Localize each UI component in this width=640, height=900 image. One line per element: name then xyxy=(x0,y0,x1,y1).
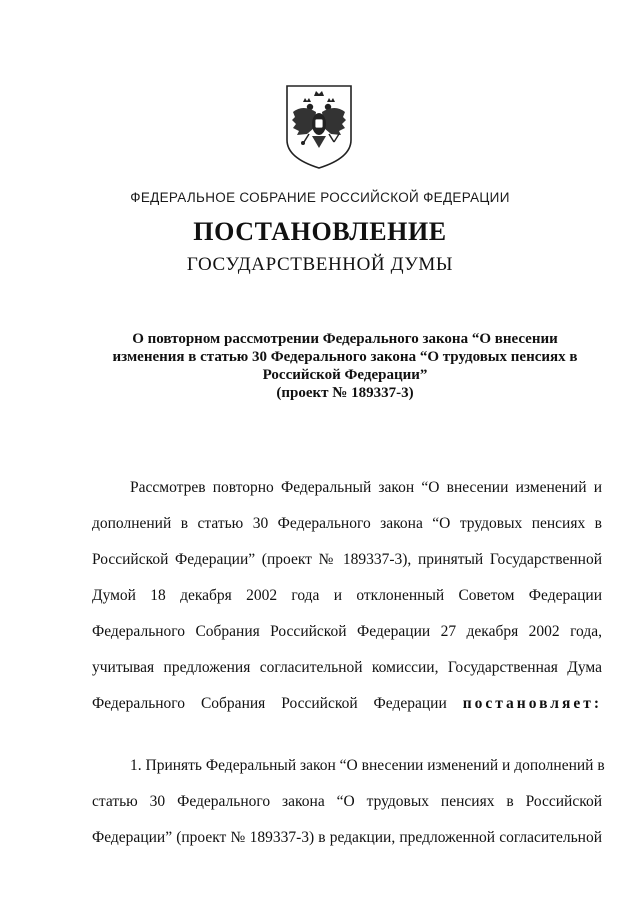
paragraph-line-final xyxy=(92,694,602,714)
paragraph-line: Думой 18 декабря 2002 года и отклоненный Советом Федерации xyxy=(92,587,602,604)
paragraph-line: 1. Принять Федеральный закон “О внесении изменений и дополнений в xyxy=(130,757,605,774)
paragraph-line: дополнений в статью 30 Федерального закона “О трудовых пенсиях в xyxy=(92,515,602,532)
parliament-name: ФЕДЕРАЛЬНОЕ СОБРАНИЕ РОССИЙСКОЙ ФЕДЕРАЦИИ xyxy=(130,190,510,205)
paragraph-line: учитывая предложения согласительной комиссии, Государственная Дума xyxy=(92,659,602,676)
state-emblem-icon xyxy=(283,82,355,172)
paragraph-line: Рассмотрев повторно Федеральный закон “О внесении изменений и xyxy=(130,479,602,496)
subject-line: О повторном рассмотрении Федерального закона “О внесении xyxy=(132,331,558,347)
paragraph-line: статью 30 Федерального закона “О трудовых пенсиях в Российской xyxy=(92,793,602,810)
subject-line: (проект № 189337-3) xyxy=(276,385,414,401)
document-type-title: ПОСТАНОВЛЕНИЕ xyxy=(193,217,447,246)
issuing-body: ГОСУДАРСТВЕННОЙ ДУМЫ xyxy=(186,254,454,275)
paragraph-line: Федерального Собрания Российской Федерации 27 декабря 2002 года, xyxy=(92,623,602,640)
subject-line: изменения в статью 30 Федерального закона “О трудовых пенсиях в xyxy=(112,349,578,365)
subject-line: Российской Федерации” xyxy=(262,367,428,383)
paragraph-line: Федерации” (проект № 189337-3) в редакции, предложенной согласительной xyxy=(92,829,602,846)
paragraph-line: Российской Федерации” (проект № 189337-3), принятый Государственной xyxy=(92,551,602,568)
resolution-verb: постановляет: xyxy=(462,695,602,712)
document-subject xyxy=(110,330,580,402)
paragraph-line-text: Федерального Собрания Российской Федерации xyxy=(92,695,447,712)
